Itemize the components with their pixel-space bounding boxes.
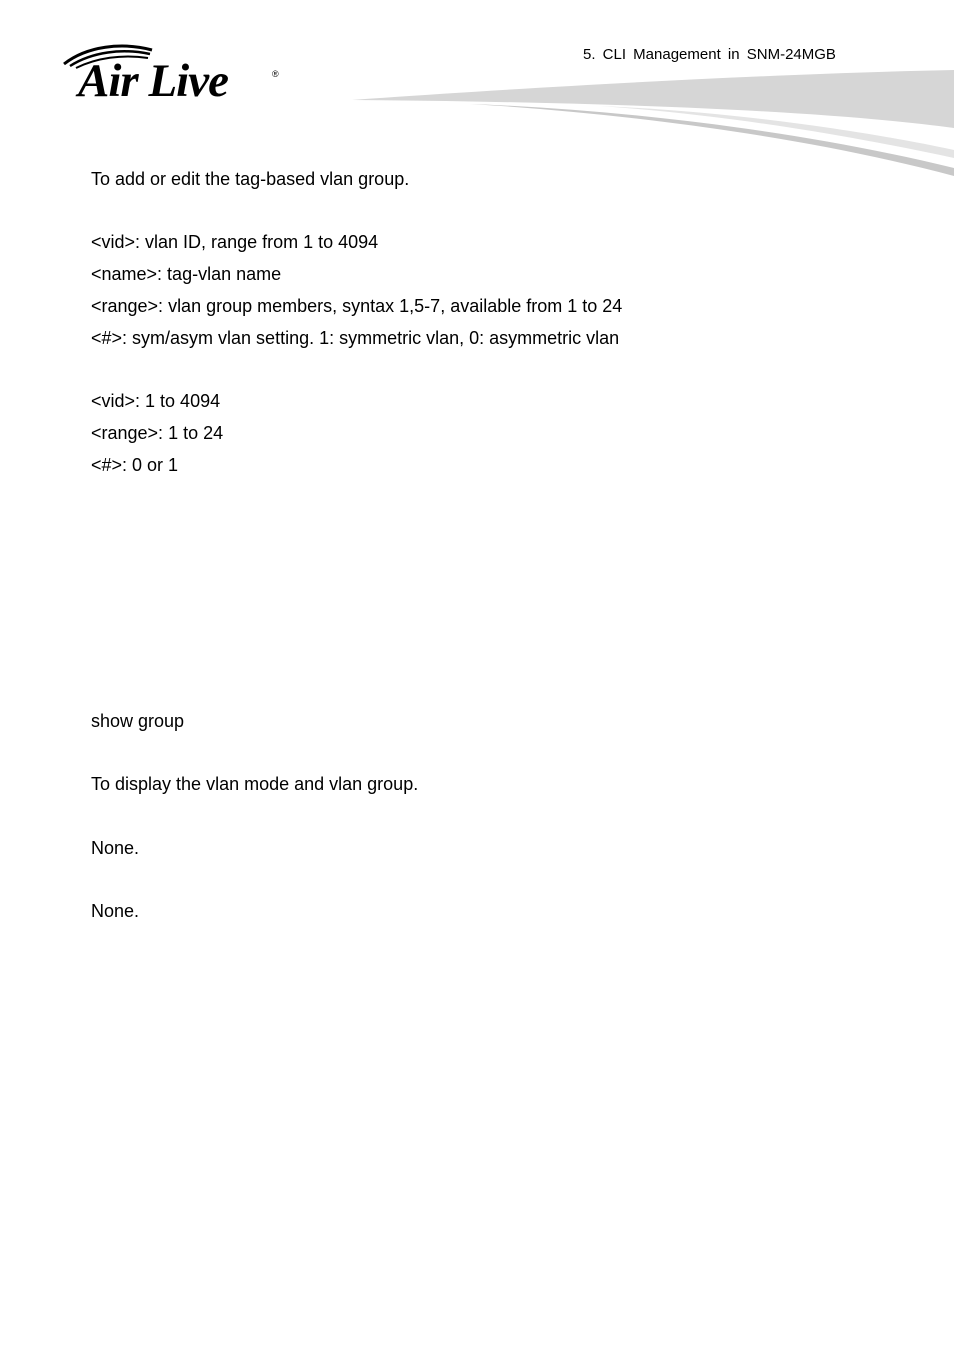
command-description-2: To display the vlan mode and vlan group.: [91, 774, 419, 794]
parameter-vid: <vid>: vlan ID, range from 1 to 4094: [91, 232, 379, 252]
values-none: None.: [91, 901, 140, 921]
value-vid: <vid>: 1 to 4094: [91, 391, 221, 411]
airlive-logo: [62, 40, 292, 106]
value-sym: <#>: 0 or 1: [91, 455, 179, 475]
logo-registered-mark: ®: [272, 69, 279, 79]
parameter-name: <name>: tag-vlan name: [91, 264, 282, 284]
parameters-none: None.: [91, 838, 140, 858]
value-range: <range>: 1 to 24: [91, 423, 224, 443]
parameter-sym: <#>: sym/asym vlan setting. 1: symmetric vlan, 0: asymmetric vlan: [91, 328, 620, 348]
command-syntax: show group: [91, 711, 185, 731]
command-description: To add or edit the tag-based vlan group.: [91, 169, 410, 189]
logo-wordmark: Air Live: [78, 55, 228, 107]
chapter-header: 5. CLI Management in SNM-24MGB: [583, 46, 836, 63]
parameter-range: <range>: vlan group members, syntax 1,5-7, available from 1 to 24: [91, 296, 623, 316]
